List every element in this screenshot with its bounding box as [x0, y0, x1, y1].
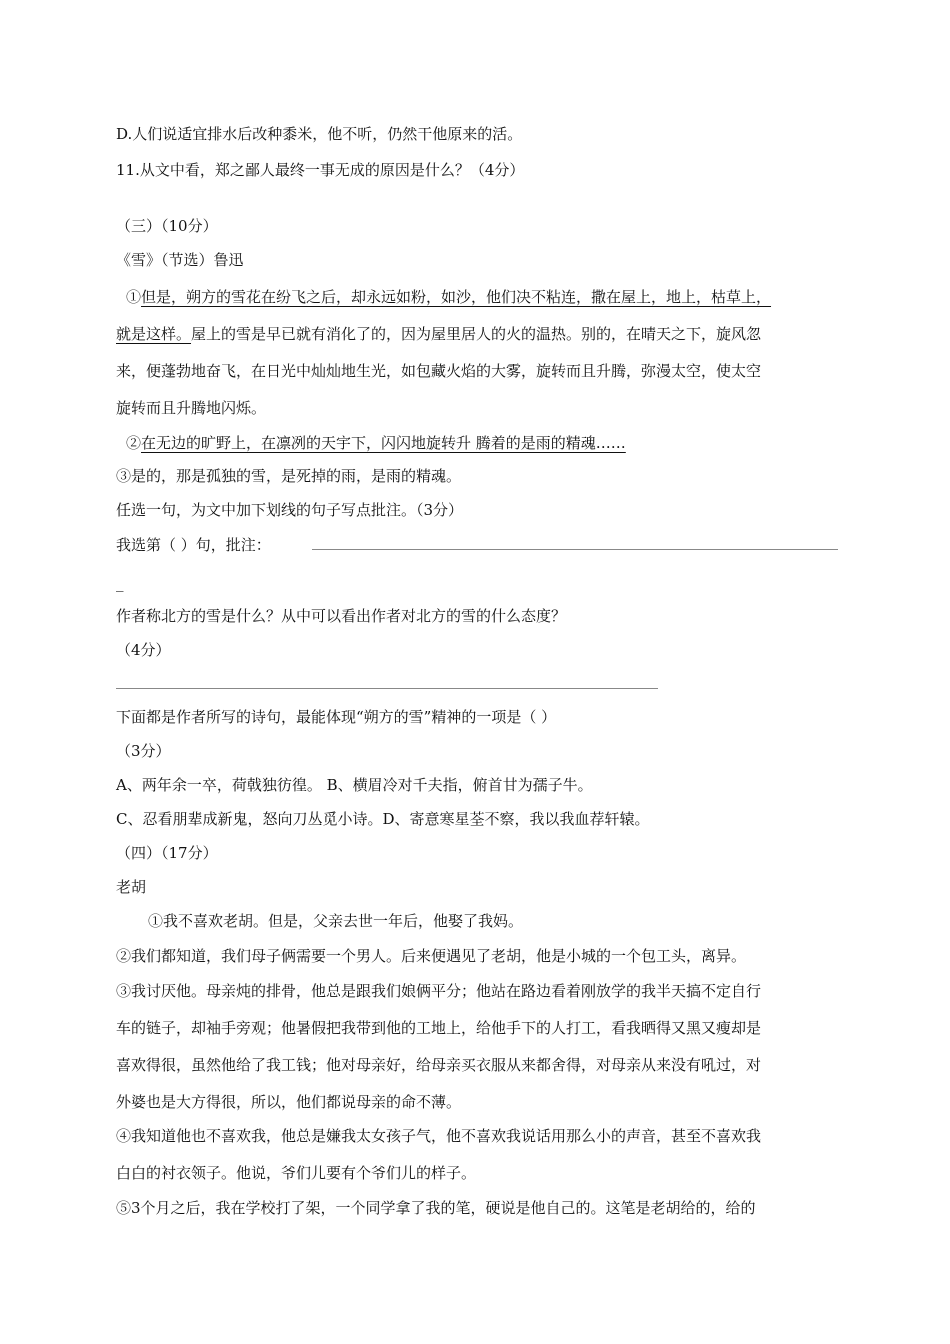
q10-option-d: D.人们说适宜排水后改种黍米，他不听，仍然干他原来的活。 [116, 125, 523, 143]
section-4-paragraph-1: ①我不喜欢老胡。但是，父亲去世一年后，他娶了我妈。 [148, 912, 524, 930]
question-annotation: 任选一句，为文中加下划线的句子写点批注。（3分） [116, 501, 464, 519]
section-3-paragraph-1-line-1 [126, 287, 771, 307]
section-3-paragraph-1-line-4: 旋转而且升腾地闪烁。 [116, 399, 267, 417]
section-4-title: 老胡 [116, 878, 147, 896]
section-3-paragraph-1-line-3: 来，便蓬勃地奋飞，在日光中灿灿地生光，如包藏火焰的大雾，旋转而且升腾，弥漫太空，使太空 [116, 362, 762, 380]
section-4-paragraph-3-line-2: 车的链子，却袖手旁观；他暑假把我带到他的工地上，给他手下的人打工，看我晒得又黑又瘦却是 [116, 1019, 762, 1037]
section-3-header: （三）（10分） [116, 217, 218, 235]
section-3-paragraph-3: ③是的，那是孤独的雪，是死掉的雨，是雨的精魂。 [116, 467, 462, 485]
paragraph-number: ① [126, 288, 142, 306]
underlined-sentence-2: 在无边的旷野上，在凛冽的天宇下，闪闪地旋转升 腾着的是雨的精魂…… [141, 434, 626, 452]
paragraph-text: 屋上的雪是早已就有消化了的，因为屋里居人的火的温热。别的，在晴天之下，旋风忽 [191, 325, 762, 343]
answer-blank-line[interactable] [312, 549, 838, 550]
answer-prefix: 我选第（ ）句，批注： [116, 536, 271, 554]
answer-dash: _ [116, 574, 124, 592]
section-3-title: 《雪》（节选）鲁迅 [116, 251, 244, 269]
section-4-paragraph-4-line-1: ④我知道他也不喜欢我，他总是嫌我太女孩子气，他不喜欢我说话用那么小的声音，甚至不喜欢我 [116, 1127, 762, 1145]
options-c-d: C、忍看朋辈成新鬼，怒向刀丛觅小诗。D、寄意寒星荃不察，我以我血荐轩辕。 [116, 810, 650, 828]
options-a-b: A、两年余一卒，荷戟独彷徨。 B、横眉冷对千夫指，俯首甘为孺子牛。 [116, 776, 593, 794]
section-4-paragraph-3-line-1: ③我讨厌他。母亲炖的排骨，他总是跟我们娘俩平分；他站在路边看着刚放学的我半天搞不定自行 [116, 982, 762, 1000]
question-poem: 下面都是作者所写的诗句，最能体现“朔方的雪”精神的一项是（ ） [116, 708, 557, 726]
underlined-sentence-1a: 但是，朔方的雪花在纷飞之后，却永远如粉，如沙，他们决不粘连，撒在屋上，地上，枯草上， [141, 288, 772, 306]
section-3-paragraph-2 [126, 433, 626, 453]
question-11: 11.从文中看，郑之鄙人最终一事无成的原因是什么？（4分） [116, 161, 525, 179]
paragraph-number: ② [126, 434, 142, 452]
section-4-header: （四）（17分） [116, 844, 218, 862]
question-attitude-score: （4分） [116, 641, 171, 659]
section-4-paragraph-3-line-4: 外婆也是大方得很，所以，他们都说母亲的命不薄。 [116, 1093, 462, 1111]
section-4-paragraph-3-line-3: 喜欢得很，虽然他给了我工钱；他对母亲好，给母亲买衣服从来都舍得，对母亲从来没有吼过，对 [116, 1056, 762, 1074]
answer-blank-line-2[interactable] [116, 688, 658, 689]
question-attitude: 作者称北方的雪是什么？从中可以看出作者对北方的雪的什么态度？ [116, 607, 567, 625]
section-4-paragraph-5-line-1: ⑤3个月之后，我在学校打了架，一个同学拿了我的笔，硬说是他自己的。这笔是老胡给的，给的 [116, 1199, 756, 1217]
section-4-paragraph-4-line-2: 白白的衬衣领子。他说，爷们儿要有个爷们儿的样子。 [116, 1164, 477, 1182]
section-4-paragraph-2: ②我们都知道，我们母子俩需要一个男人。后来便遇见了老胡，他是小城的一个包工头，离异。 [116, 947, 747, 965]
section-3-paragraph-1-line-2 [116, 324, 761, 344]
question-poem-score: （3分） [116, 742, 171, 760]
underlined-sentence-1b: 就是这样。 [116, 325, 192, 343]
